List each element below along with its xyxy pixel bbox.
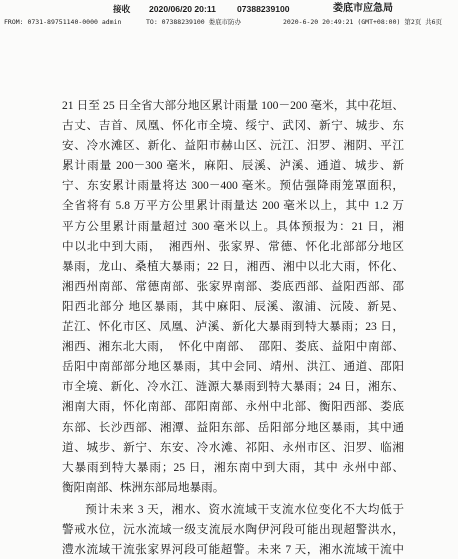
doc-line: 大暴雨到特大暴雨；25 日，湘东南中到大雨，其中 永州中部、 (62, 460, 404, 474)
doc-line: 安、冷水滩区、新化、益阳市赫山区、沅江、汨罗、湘阴、平江 (62, 139, 404, 153)
doc-line: 澧水流域干流张家界河段可能超警。未来 7 天，湘水流域干流中 (62, 543, 404, 557)
fax-receive-label: 接收 (113, 4, 131, 14)
fax-from: FROM: 0731-89751140-0000 admin (4, 18, 122, 26)
doc-line: 暴雨，龙山、桑植大暴雨；22 日，湘西、湘中以北大雨，怀化、 (62, 259, 404, 273)
doc-line: 中以北中到大雨， 湘西州、张家界、常德、怀化北部部分地区 (62, 239, 404, 253)
fax-receive-datetime: 2020/06/20 20:11 (149, 4, 216, 14)
doc-line: 阳西北部分 地区暴雨，其中麻阳、辰溪、溆浦、沅陵、新晃、 (62, 299, 404, 313)
doc-line: 累计雨量 200－300 毫米，麻阳、辰溪、泸溪、通道、城步、新 (62, 159, 404, 173)
fax-receive-number: 07388239100 (237, 4, 290, 14)
fax-to: TO: 07388239100 娄底市防办 (146, 18, 242, 26)
doc-line: 宁、东安累计雨量将达 300－400 毫米。预估强降雨笼罩面积， (62, 179, 404, 193)
doc-line: 市全境、新化、冷水江、涟源大暴雨到特大暴雨；24 日，湘东、 (62, 380, 404, 394)
doc-paragraph (62, 99, 404, 495)
doc-line: 岳阳中南部部分地区暴雨，其中会同、靖州、洪江、通道、邵阳 (62, 360, 404, 374)
doc-line: 东部、长沙西部、湘潭、益阳东部、岳阳部分地区暴雨，其中通 (62, 420, 404, 434)
doc-line: 全省将有 5.8 万平方公里累计雨量达 200 毫米以上，其中 1.2 万 (62, 199, 404, 213)
doc-line: 湘南大雨，怀化南部、邵阳南部、永州中北部、衡阳西部、娄底 (62, 400, 404, 414)
doc-line: 湘西州南部、常德南部、张家界南部、娄底西部、益阳西部、邵 (62, 279, 404, 293)
doc-paragraph (62, 501, 404, 557)
fax-sent-info: 2020-6-20 20:49:21 (GMT+08:00) 第2页 共6页 (283, 18, 443, 26)
doc-line: 道、城步、新宁、东安、冷水滩、祁阳、永州市区、汨罗、临湘 (62, 440, 404, 454)
doc-line: 平方公里累计雨量超过 300 毫米以上。具体预报为：21 日，湘 (62, 219, 404, 233)
doc-line: 预计未来 3 天，湘水、资水流域干支流水位变化不大均低于 (85, 502, 404, 516)
doc-line: 警戒水位，沅水流域一级支流辰水陶伊河段可能出现超警洪水， (62, 522, 404, 536)
doc-line: 芷江、怀化市区、凤凰、泸溪、新化大暴雨到特大暴雨；23 日， (62, 320, 404, 334)
document-body (62, 99, 404, 557)
fax-header (0, 0, 458, 30)
doc-line: 21 日至 25 日全省大部分地区累计雨量 100－200 毫米，其中花垣、 (62, 99, 404, 112)
fax-receiver-name: 娄底市应急局 (333, 3, 393, 14)
doc-line: 衡阳南部、株洲东部局地暴雨。 (62, 480, 225, 494)
doc-line: 古丈、吉首、凤凰、怀化市全境、绥宁、武冈、新宁、城步、东 (62, 119, 404, 133)
doc-line: 湘西、湘东北大雨， 怀化中南部、 邵阳、娄底、益阳中南部、 (62, 340, 404, 354)
